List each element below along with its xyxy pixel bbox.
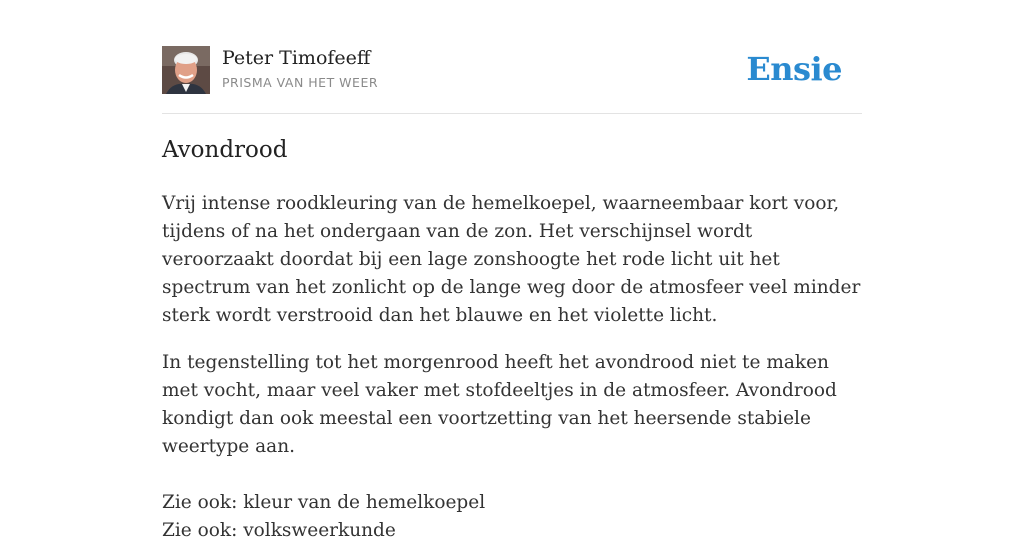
author-name[interactable]: Peter Timofeeff xyxy=(222,47,371,69)
person-photo-icon xyxy=(162,46,210,94)
brand-logo[interactable]: Ensie xyxy=(746,50,842,88)
author-subtitle[interactable]: PRISMA VAN HET WEER xyxy=(222,75,379,90)
article-paragraph: In tegenstelling tot het morgenrood heeft het avondrood niet te maken met vocht, maar veel vaker met stofdeeltjes in de atmosfeer. Avondrood kondigt dan ook meestal een voortzetting van het heersende stabiele weertype aan. xyxy=(162,352,837,457)
article-paragraph: Vrij intense roodkleuring van de hemelkoepel, waarneembaar kort voor, tijdens of na het ondergaan van de zon. Het verschijnsel wordt veroorzaakt doordat bij een lage zonshoogte het rode licht uit het spectrum van het zonlicht op de lange weg door de atmosfeer veel minder sterk wordt verstrooid dan het blauwe en het violette licht. xyxy=(162,193,861,326)
article-body xyxy=(162,190,862,545)
author-avatar[interactable] xyxy=(162,46,210,94)
article-title: Avondrood xyxy=(162,137,288,163)
see-also-link[interactable]: Zie ook: kleur van de hemelkoepel xyxy=(162,492,486,513)
see-also-link[interactable]: Zie ook: volksweerkunde xyxy=(162,520,396,541)
header-divider xyxy=(162,113,862,114)
header xyxy=(162,46,862,96)
